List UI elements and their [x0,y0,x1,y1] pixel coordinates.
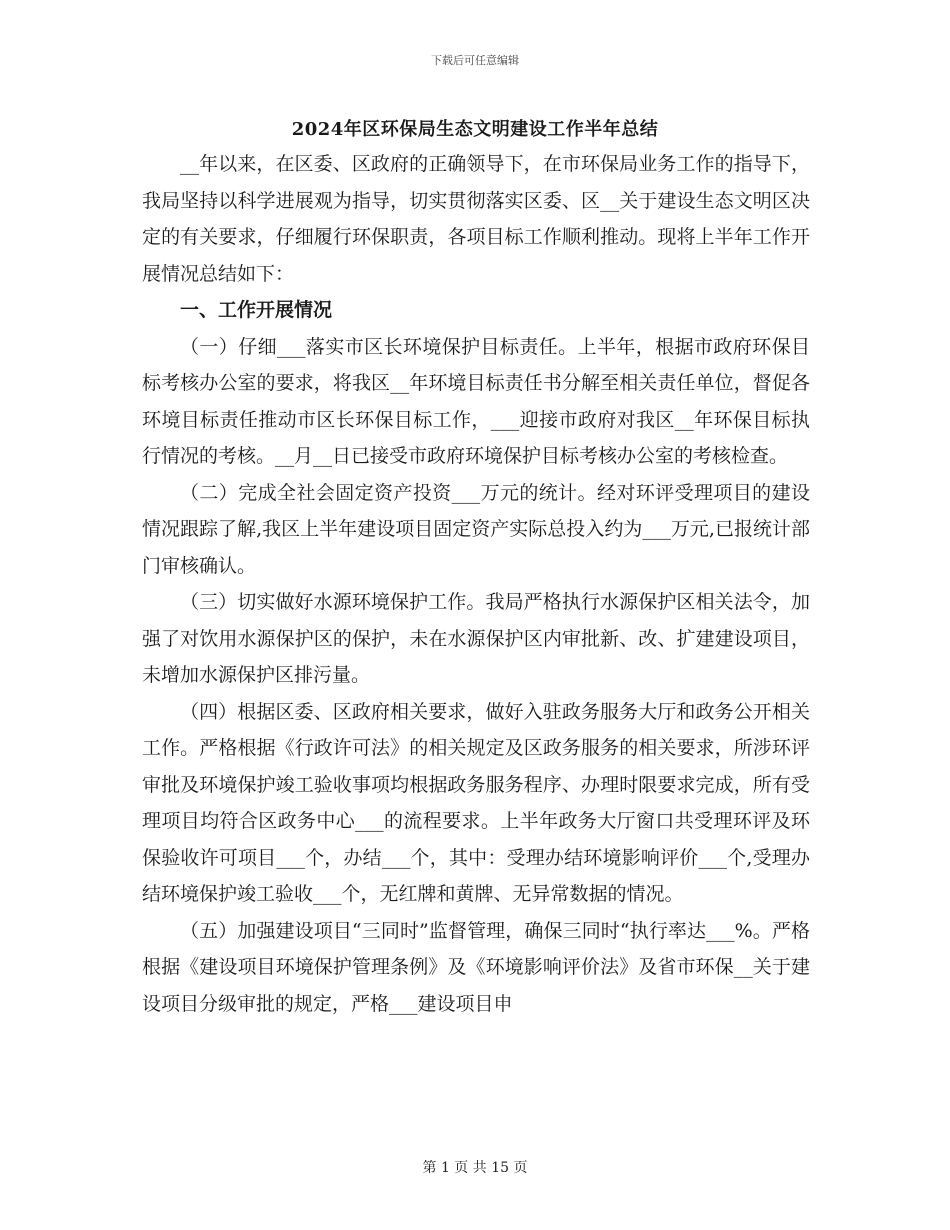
paragraph-item-3: （三）切实做好水源环境保护工作。我局严格执行水源保护区相关法令，加强了对饮用水源保护区的保护，未在水源保护区内审批新、改、扩建建设项目，未增加水源保护区排污量。 [142,591,810,686]
paragraph-item-4: （四）根据区委、区政府相关要求，做好入驻政务服务大厅和政务公开相关工作。严格根据《行政许可法》的相关规定及区政务服务的相关要求，所涉环评审批及环境保护竣工验收事项均根据政务服务程序、办理时限要求完成，所有受理项目均符合区政务中心___的流程要求。上半年政务大厅窗口共受理环评及环保验收许可项目___个，办结___个，其中：受理办结环境影响评价___个,受理办结环境保护竣工验收___个，无红牌和黄牌、无异常数据的情况。 [142,700,810,905]
paragraph-item-2: （二）完成全社会固定资产投资___万元的统计。经对环评受理项目的建设情况跟踪了解,我区上半年建设项目固定资产实际总投入约为___万元,已报统计部门审核确认。 [142,481,810,577]
page-number: 第 1 页 共 15 页 [422,1160,528,1176]
page-header-note: 下载后可任意编辑 [431,54,519,67]
document-body [142,146,810,1022]
section-heading: 一、工作开展情况 [180,299,333,321]
paragraph-item-1: （一）仔细___落实市区长环境保护目标责任。上半年，根据市政府环保目标考核办公室的要求，将我区__年环境目标责任书分解至相关责任单位，督促各环境目标责任推动市区长环保目标工作，___迎接市政府对我区__年环保目标执行情况的考核。__月__日已接受市政府环境保护目标考核办公室的考核检查。 [142,335,810,467]
paragraph-item-5: （五）加强建设项目“三同时”监督管理，确保三同时“执行率达___%。严格根据《建设项目环境保护管理条例》及《环境影响评价法》及省市环保__关于建设项目分级审批的规定，严格___建设项目申 [142,919,810,1015]
intro-paragraph: __年以来，在区委、区政府的正确领导下，在市环保局业务工作的指导下，我局坚持以科学进展观为指导，切实贯彻落实区委、区__关于建设生态文明区决定的有关要求，仔细履行环保职责，各项目标工作顺利推动。现将上半年工作开展情况总结如下： [142,153,810,285]
document-title: 2024年区环保局生态文明建设工作半年总结 [291,119,659,140]
